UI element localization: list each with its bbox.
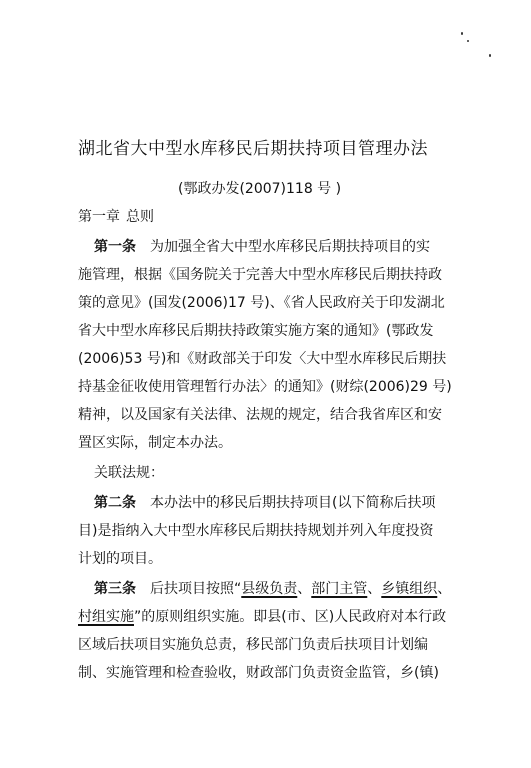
chapter-name: 总则 — [126, 209, 154, 225]
punctuation: 、 — [437, 581, 452, 597]
article1-line: 省大中型水库移民后期扶持政策实施方案的通知》(鄂政发 — [78, 323, 434, 339]
article3-label: 第三条 — [94, 581, 136, 597]
article1-label: 第一条 — [94, 239, 136, 255]
article2-label: 第二条 — [94, 495, 136, 511]
article2-line: 计划的项目。 — [78, 551, 162, 567]
article1-line: 精神，以及国家有关法律、法规的规定，结合我省库区和安 — [78, 407, 442, 423]
article1-line — [94, 236, 430, 256]
article3-line: 制、实施管理和检查验收，财政部门负责资金监管，乡(镇) — [78, 665, 439, 681]
punctuation: 、 — [297, 581, 312, 597]
article1-line: (2006)53 号)和《财政部关于印发〈大中型水库移民后期扶 — [78, 351, 447, 367]
article1-line: 施管理，根据《国务院关于完善大中型水库移民后期扶持政 — [78, 267, 442, 283]
chapter-heading — [78, 206, 154, 226]
article2-line: 目)是指纳入大中型水库移民后期扶持规划并列入年度投资 — [78, 523, 434, 539]
article3-line — [94, 578, 451, 598]
article2-text: 本办法中的移民后期扶持项目(以下简称后扶项 — [150, 495, 436, 511]
chapter-number: 第一章 — [78, 209, 120, 225]
scan-speck — [461, 32, 463, 35]
article3-line — [78, 606, 446, 626]
article1-text: 为加强全省大中型水库移民后期扶持项目的实 — [150, 239, 430, 255]
document-number: (鄂政办发(2007)118 号 ) — [178, 181, 342, 197]
document-title: 湖北省大中型水库移民后期扶持项目管理办法 — [78, 139, 428, 159]
underlined-phrase: 村组实施 — [78, 609, 134, 625]
scan-speck — [489, 54, 491, 57]
underlined-phrase: 部门主管 — [311, 581, 368, 597]
underlined-phrase: 县级负责 — [241, 581, 298, 597]
related-laws-label: 关联法规： — [94, 465, 164, 481]
article3-text: 后扶项目按照“ — [150, 581, 242, 597]
article1-line: 策的意见》(国发(2006)17 号)、《省人民政府关于印发湖北 — [78, 295, 445, 311]
scan-speck — [467, 40, 469, 42]
article1-line: 置区实际，制定本办法。 — [78, 435, 232, 451]
article2-line — [94, 492, 435, 512]
punctuation: 、 — [367, 581, 382, 597]
article3-text: ”的原则组织实施。即县(市、区)人民政府对本行政 — [134, 609, 447, 625]
scan-specks — [461, 30, 501, 70]
article1-line: 持基金征收使用管理暂行办法〉的通知》(财综(2006)29 号) — [78, 379, 452, 395]
underlined-phrase: 乡镇组织 — [381, 581, 438, 597]
article3-line: 区域后扶项目实施负总责，移民部门负责后扶项目计划编 — [78, 637, 428, 653]
